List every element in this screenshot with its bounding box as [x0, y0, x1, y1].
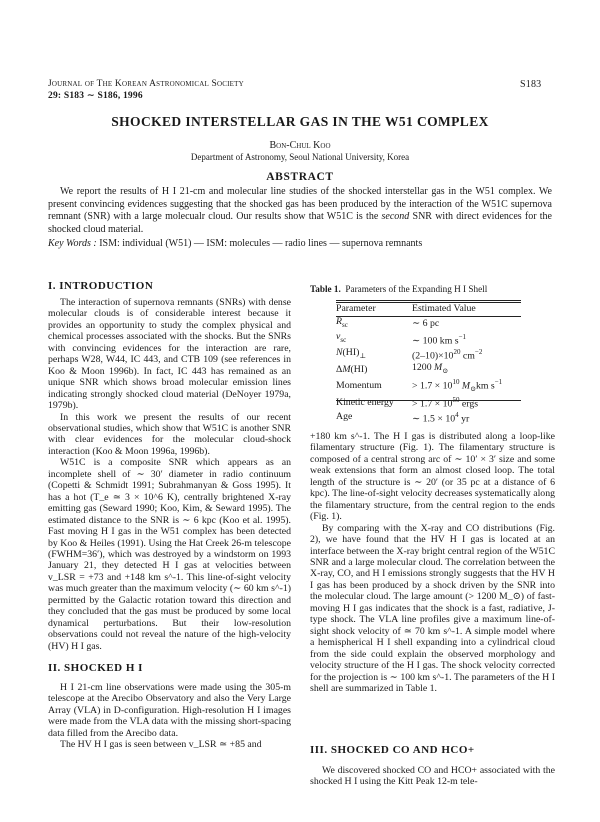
table-header-parameter: Parameter: [336, 303, 376, 314]
keywords: [48, 238, 552, 250]
abstract-heading: ABSTRACT: [266, 171, 334, 183]
table-row: [336, 377, 521, 395]
affiliation: Department of Astronomy, Seoul National University, Korea: [190, 152, 410, 162]
table-header-row: [336, 303, 521, 314]
hi-paragraph-2: The HV H I gas is seen between v_LSR ≃ +85 and: [60, 739, 262, 751]
abstract-text: We report the results of H I 21-cm and molecular line studies of the shocked interstellar gas in the W51 complex. We present convincing evidences suggesting that the shocked gas has been produced by the interaction of the W51C supernova remnant (SNR) with a large molecualr cloud. Our results show that W51C is the second SNR with direct evidences for the shocked cloud material.: [48, 186, 552, 235]
hi-paragraph-3: +180 km s^-1. The H I gas is distributed along a loop-like filamentary structure (Fig. 1). The filamentary structure is composed of a central strong arc of ∼ 10′ × 3′ size and some weak extensions that form an almost closed loop. The total length of the structure is ∼ 20′ (or 35 pc at a distance of 6 kpc). The line-of-sight velocity decreases systematically along the filamentary structure, from the central region to the ends (Fig. 1).: [310, 431, 555, 523]
table-cell-value: ∼ $1.5 \times 10^4$ yr: [412, 410, 470, 424]
table-cell-param: ΔM(HI): [336, 363, 368, 375]
table-cell-param: Kinetic energy: [336, 396, 394, 408]
table-cell-value: > $1.7 \times 10^{10}$ $M_⊙km$ $s^{-1}$: [412, 377, 503, 394]
intro-paragraph-3: W51C is a composite SNR which appears as an incomplete shell of ∼ 30′ diameter in radio continuum (Copetti & Schmidt 1991; Subrahmanyan & Goss 1995). It has a hot (T_e ≃ 3 × 10^6 K), centrally brightened X-ray emitting gas (Seward 1990; Koo, Kim, & Seward 1995). The estimated distance to the SNR is ∼ 6 kpc (Koo et al. 1995). Fast moving H I gas in the W51 complex has been detected by Koo & Heiles (1991). Using the Hat Creek 26-m telescope (FWHM=36′), which was destroyed by a windstorm on 1993 January 21, they detected H I gas at velocities between v_LSR = +73 and +148 km s^-1. This line-of-sight velocity was much greater than the maximum velocity (∼ 60 km s^-1) permitted by the Galactic rotation toward this direction and they concluded that the gas must be produced by some local dynamical perturbations. But their low-resolution observations could not reveal the nature of the high-velocity (HV) H I gas.: [48, 457, 291, 652]
table-cell-param: Age: [336, 411, 353, 423]
parameters-table: [336, 303, 521, 424]
table-row: [336, 362, 521, 377]
left-column-body: [48, 297, 291, 652]
intro-paragraph-1: The interaction of supernova remnants (SNRs) with dense molecular clouds is of considerable interest because it provides an opportunity to study the complex physical and chemical processes associated with the shocks. But the SNRs with convincing evidences for the interaction are rare, perhaps W28, W44, IC 443, and CTB 109 (see references in Koo & Moon 1996b). In fact, IC 443 has remained as an unique SNR which shows broad molecular emission lines indicating strongly shocked cloud material (DeNoyer 1979a, 1979b).: [48, 297, 291, 412]
table-cell-value: ∼ 6 pc: [412, 318, 440, 330]
abstract-emphasis: second: [381, 211, 410, 223]
page-number: S183: [520, 79, 542, 90]
table-cell-param: $v_{sc}$: [336, 331, 347, 345]
table-top-rule: [336, 300, 521, 301]
paper-title: SHOCKED INTERSTELLAR GAS IN THE W51 COMPLEX: [111, 114, 489, 129]
keywords-label: Key Words :: [48, 238, 97, 249]
volume-line: 29: S183 ∼ S186, 1996: [48, 91, 143, 101]
hi-paragraph-4: By comparing with the X-ray and CO distributions (Fig. 2), we have found that the HV H I gas is located at an interface between the X-ray bright central region of the W51C SNR and a large molecular cloud. The correlation between the X-ray, CO, and H I emissions strongly suggests that the HV H I gas has been produced by a shock driven by the SNR into the molecular cloud. The large amount (> 1200 M_⊙) of fast-moving H I gas indicates that the shock is a fast, radiative, J-type shock. The VLA line profiles give a maximum line-of-sight shock velocity of ≃ 70 km s^-1. A simple model where a hemispherical H I shell expanding into a cylindrical cloud from the side could explain the observed morphology and velocity structure of the H I gas. The shock velocity corrected for the projection is ∼ 100 km s^-1. The parameters of the H I shell are summarized in Table 1.: [310, 522, 555, 694]
right-column-body: [310, 431, 555, 694]
section-heading-shocked-hi: II. SHOCKED H I: [48, 662, 143, 674]
table-row: [336, 347, 521, 362]
left-column-body-2: [48, 682, 291, 751]
section-heading-shocked-co: III. SHOCKED CO AND HCO+: [310, 744, 475, 756]
table-cell-param: Momentum: [336, 380, 382, 392]
table-cell-value: 1200 $M_⊙$: [412, 361, 449, 375]
table-row: [336, 316, 521, 331]
table-row: [336, 331, 521, 346]
table-row: [336, 395, 521, 409]
table-cell-value: $(2-10)\times 10^{20}$ $cm^{-2}$: [412, 347, 483, 362]
author: Bon-Chul Koo: [269, 140, 331, 151]
table-cell-value: ∼ 100 km $s^{-1}$: [412, 332, 467, 346]
table-row: [336, 410, 521, 424]
table-cell-value: > $1.7 \times 10^{50}$ ergs: [412, 396, 479, 410]
section-heading-introduction: I. INTRODUCTION: [48, 280, 154, 292]
table-header-value: Estimated Value: [412, 303, 476, 314]
table-caption: Table 1. Parameters of the Expanding H I Shell: [310, 284, 488, 294]
table-cell-param: $N(HI)_\perp$: [336, 346, 367, 360]
right-column-body-2: [310, 765, 555, 788]
journal-name: Journal of The Korean Astronomical Society: [48, 79, 244, 89]
intro-paragraph-2: In this work we present the results of our recent observational studies, which show that W51C is another SNR with clear evidences for the molecular cloud-shock interaction (Koo & Moon 1996a, 1996b).: [48, 411, 291, 457]
keywords-text: ISM: individual (W51) — ISM: molecules — radio lines — supernova remnants: [99, 238, 423, 249]
co-paragraph-1: We discovered shocked CO and HCO+ associated with the shocked H I using the Kitt Peak 12-m tele-: [310, 765, 555, 788]
table-cell-param: $R_{sc}$: [336, 316, 348, 330]
hi-paragraph-1: H I 21-cm line observations were made using the 305-m telescope at the Arecibo Observatory and also the Very Large Array (VLA) in D-configuration. High-resolution H I images were made from the VLA data with the missing short-spacing data filled from the Arecibo data.: [48, 682, 291, 739]
